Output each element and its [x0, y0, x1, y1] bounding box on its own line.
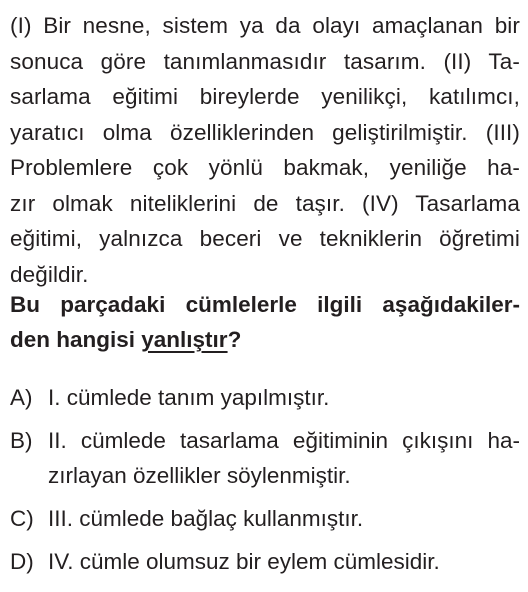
option-line: I. cümlede tanım yapılmıştır. [48, 385, 330, 410]
option-letter: D) [10, 549, 34, 574]
question-stem [10, 287, 520, 357]
option-a[interactable] [10, 380, 520, 415]
option-letter: B) [10, 428, 33, 453]
option-text [48, 380, 520, 415]
option-line: zırlayan özellikler söylenmiştir. [48, 463, 351, 488]
option-line: III. cümlede bağlaç kullanmıştır. [48, 506, 364, 531]
passage-line: eğitimi, yalnızca beceri ve tekniklerin öğretimi [10, 226, 520, 251]
question-suffix: ? [227, 327, 242, 352]
passage-line: yaratıcı olma özelliklerinden geliştirilmiştir. (III) [10, 119, 520, 145]
passage-line: zır olmak niteliklerini de taşır. (IV) Tasarlama [10, 190, 520, 216]
answer-options [10, 380, 520, 579]
option-line: IV. cümle olumsuz bir eylem cümlesidir. [48, 549, 440, 574]
question-emphasis: yanlıştır [141, 327, 228, 352]
question-line: Bu parçadaki cümlelerle ilgili aşağıdakiler- [10, 292, 520, 317]
option-letter: A) [10, 385, 33, 410]
passage-line: (I) Bir nesne, sistem ya da olayı amaçlanan bir [10, 13, 520, 38]
passage-line: sarlama eğitimi bireylerde yenilikçi, katılımcı, [10, 84, 520, 109]
option-text [48, 423, 520, 493]
question-prefix: den hangisi [10, 327, 142, 352]
option-c[interactable] [10, 501, 520, 536]
option-d[interactable] [10, 544, 520, 579]
question-line [10, 322, 520, 357]
passage [10, 8, 520, 292]
option-b[interactable] [10, 423, 520, 493]
passage-line: değildir. [10, 261, 89, 287]
option-line: II. cümlede tasarlama eğitiminin çıkışını ha- [48, 428, 520, 453]
option-text [48, 501, 520, 536]
option-letter: C) [10, 506, 34, 531]
passage-line: Problemlere çok yönlü bakmak, yeniliğe ha- [10, 155, 520, 180]
passage-line: sonuca göre tanımlanmasıdır tasarım. (II) Ta- [10, 48, 520, 74]
option-text [48, 544, 520, 579]
